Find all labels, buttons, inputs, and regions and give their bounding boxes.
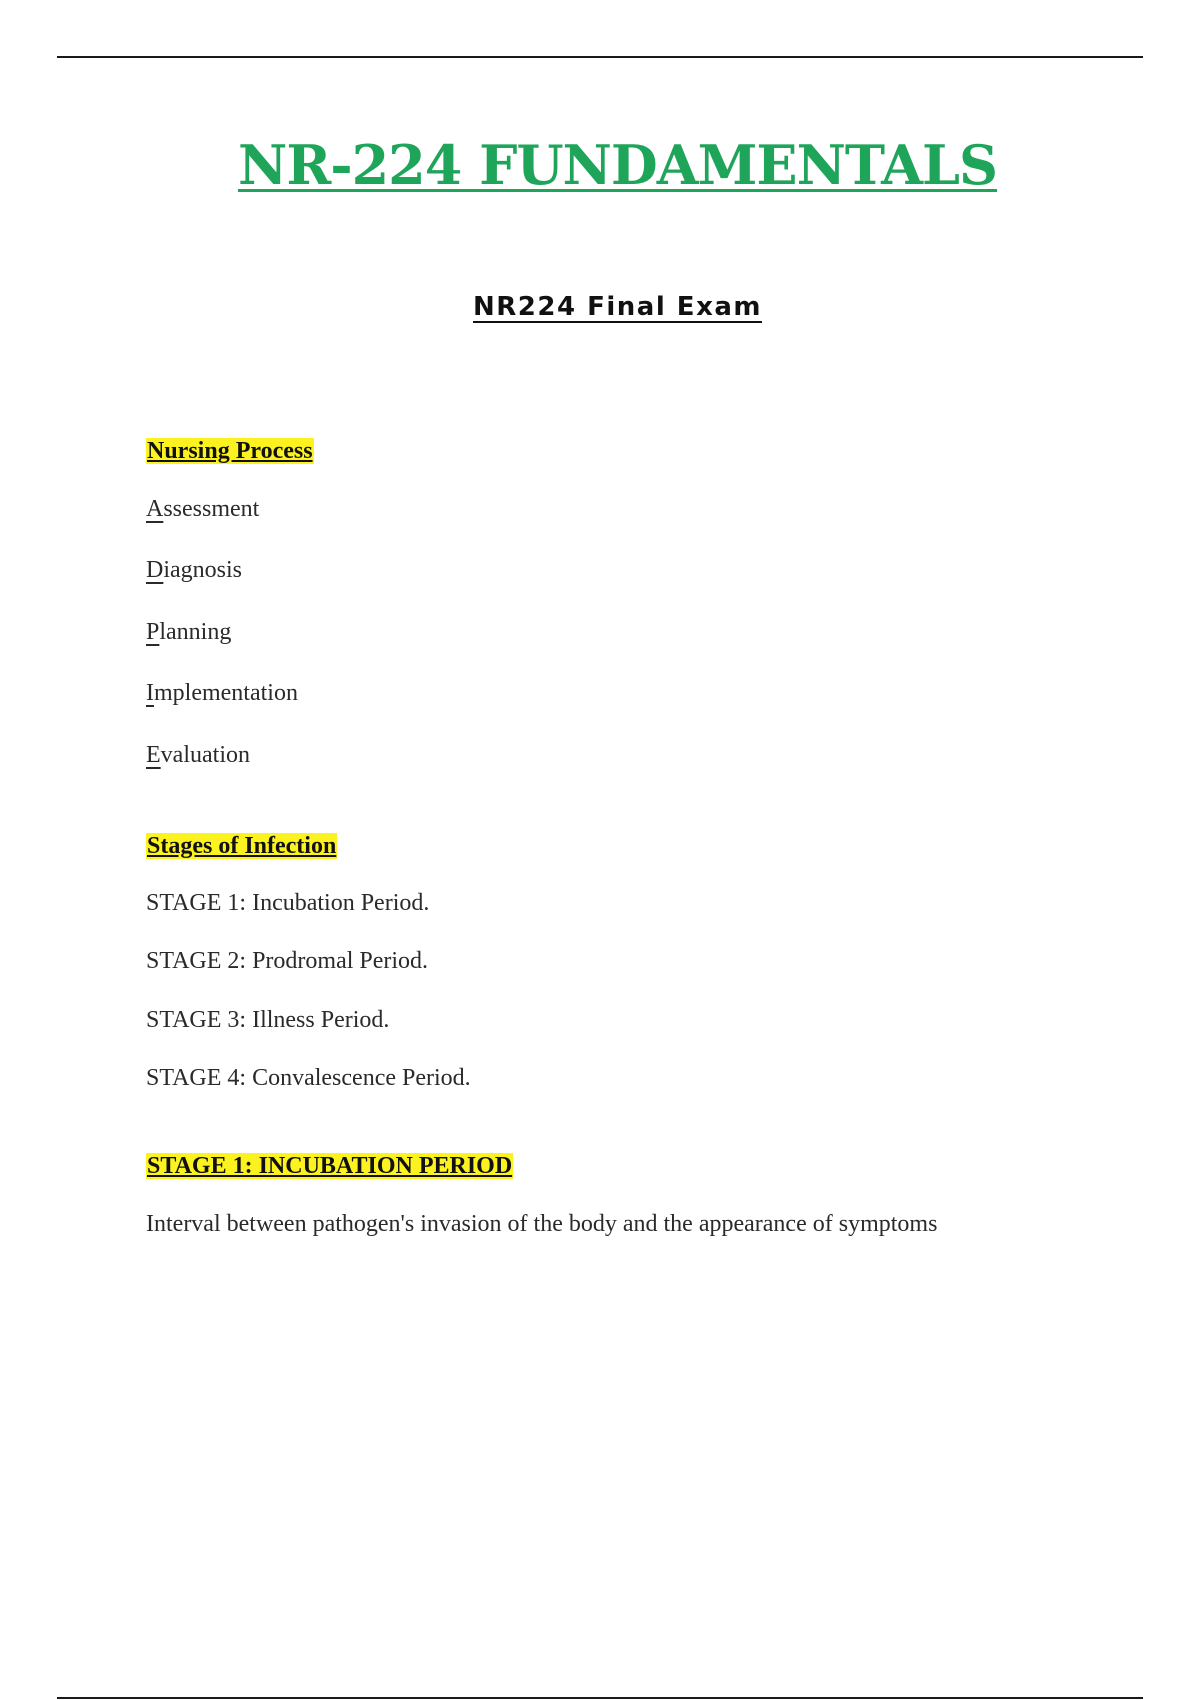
step-rest: mplementation (154, 680, 298, 706)
acronym-letter: E (146, 742, 161, 768)
acronym-letter: A (146, 496, 164, 522)
document-subtitle: NR224 Final Exam (473, 292, 762, 322)
incubation-period-heading (146, 1151, 513, 1181)
acronym-letter: I (146, 680, 154, 706)
step-rest: iagnosis (163, 557, 243, 583)
incubation-period-heading-text: STAGE 1: INCUBATION PERIOD (147, 1153, 513, 1179)
stages-of-infection-heading (146, 831, 337, 861)
top-rule (57, 56, 1143, 58)
nursing-step-evaluation (146, 740, 250, 770)
nursing-step-implementation (146, 678, 298, 708)
nursing-process-heading-text: Nursing Process (147, 438, 313, 464)
nursing-step-planning (146, 617, 231, 647)
incubation-period-definition: Interval between pathogen's invasion of the body and the appearance of symptoms (146, 1211, 938, 1237)
step-rest: valuation (160, 742, 250, 768)
infection-stage-3: STAGE 3: Illness Period. (146, 1007, 390, 1033)
infection-stage-4: STAGE 4: Convalescence Period. (146, 1065, 471, 1091)
acronym-letter: P (146, 619, 160, 645)
step-rest: lanning (159, 619, 232, 645)
step-rest: ssessment (163, 496, 260, 522)
document-title: NR-224 FUNDAMENTALS (237, 133, 998, 197)
infection-stage-2: STAGE 2: Prodromal Period. (146, 948, 429, 974)
infection-stage-1: STAGE 1: Incubation Period. (146, 890, 430, 916)
nursing-step-assessment (146, 494, 259, 524)
nursing-step-diagnosis (146, 555, 242, 585)
stages-of-infection-heading-text: Stages of Infection (147, 833, 337, 859)
bottom-rule (57, 1697, 1143, 1699)
nursing-process-heading (146, 436, 314, 466)
acronym-letter: D (146, 557, 164, 583)
